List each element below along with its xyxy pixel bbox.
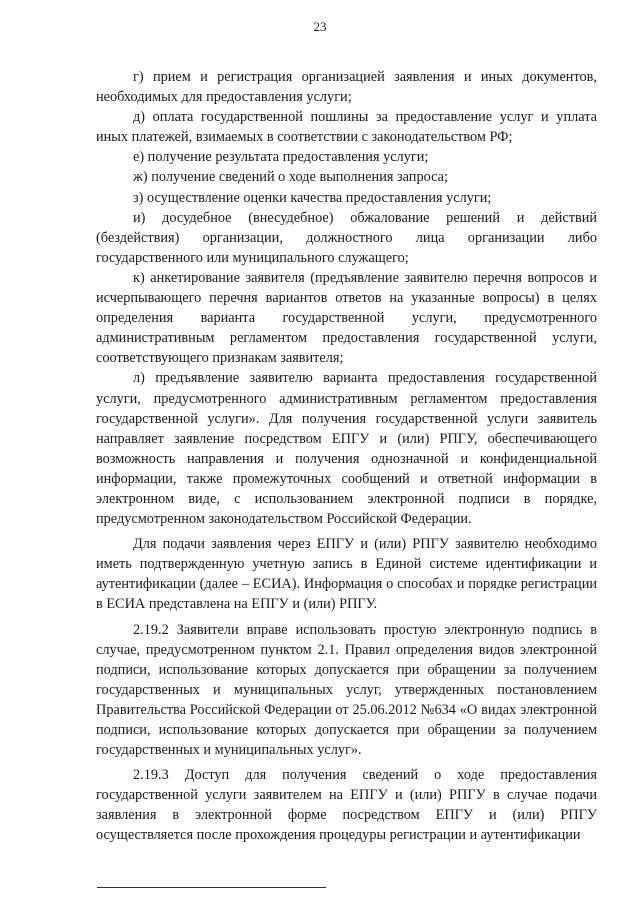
paragraph-e-receiving-result: е) получение результата предоставления услуги; [133,149,429,166]
paragraph-l-service-variant: л) предъявление заявителю варианта предоставления государственной услуги, предусмотренного административным регламентом предоставления государственной услуги». Для получения государственной услуги заявитель направляет заявление посредством ЕПГУ и (или) РПГУ, обеспечивающего возможность направления и получения однозначной и конфиденциальной информации, также промежуточных сообщений и ответной информации в электронном виде, с использованием электронной подписи в порядке, предусмотренном законодательством Российской Федерации. [96,370,597,528]
document-body [96,67,597,846]
paragraph-i-pretrial-appeal: и) досудебное (внесудебное) обжалование решений и действий (бездействия) организации, должностного лица организации либо государственного или муниципального служащего; [96,209,597,266]
paragraph-esia-account: Для подачи заявления через ЕПГУ и (или) РПГУ заявителю необходимо иметь подтвержденную учетную запись в Единой системе идентификации и аутентификации (далее – ЕСИА). Информация о способах и порядке регистрации в ЕСИА представлена на ЕПГУ и (или) РПГУ. [96,536,597,613]
paragraph-z-quality-assessment: з) осуществление оценки качества предоставления услуги; [133,189,492,206]
paragraph-d-state-fee-payment: д) оплата государственной пошлины за предоставление услуг и уплата иных платежей, взимаемых в соответствии с законодательством РФ; [96,109,597,146]
paragraph-2-19-3-status-access: 2.19.3 Доступ для получения сведений о ходе предоставления государственной услуги заявителем на ЕПГУ и (или) РПГУ в случае подачи заявления в электронной форме посредством ЕПГУ и (или) РПГУ осуществляется после прохождения процедуры регистрации и аутентификации [96,767,597,844]
paragraph-zh-request-status: ж) получение сведений о ходе выполнения запроса; [133,169,448,186]
paragraph-2-19-2-electronic-signature: 2.19.2 Заявители вправе использовать простую электронную подпись в случае, предусмотренном пунктом 2.1. Правил определения видов электронной подписи, использование которых допускается при обращении за получением государственных и муниципальных услуг, утвержденных постановлением Правительства Российской Федерации от 25.06.2012 №634 «О видах электронной подписи, использование которых допускается при обращении за получением государственных и муниципальных услуг». [96,621,597,759]
paragraph-k-applicant-survey: к) анкетирование заявителя (предъявление заявителю перечня вопросов и исчерпывающего перечня вариантов ответов на указанные вопросы) в целях определения варианта государственной услуги, предусмотренного административным регламентом предоставления государственной услуги, соответствующего признакам заявителя; [96,269,597,367]
footnote-divider [97,887,326,888]
paragraph-g-application-registration: г) прием и регистрация организацией заявления и иных документов, необходимых для предоставления услуги; [96,69,597,106]
page-number: 23 [313,19,327,34]
